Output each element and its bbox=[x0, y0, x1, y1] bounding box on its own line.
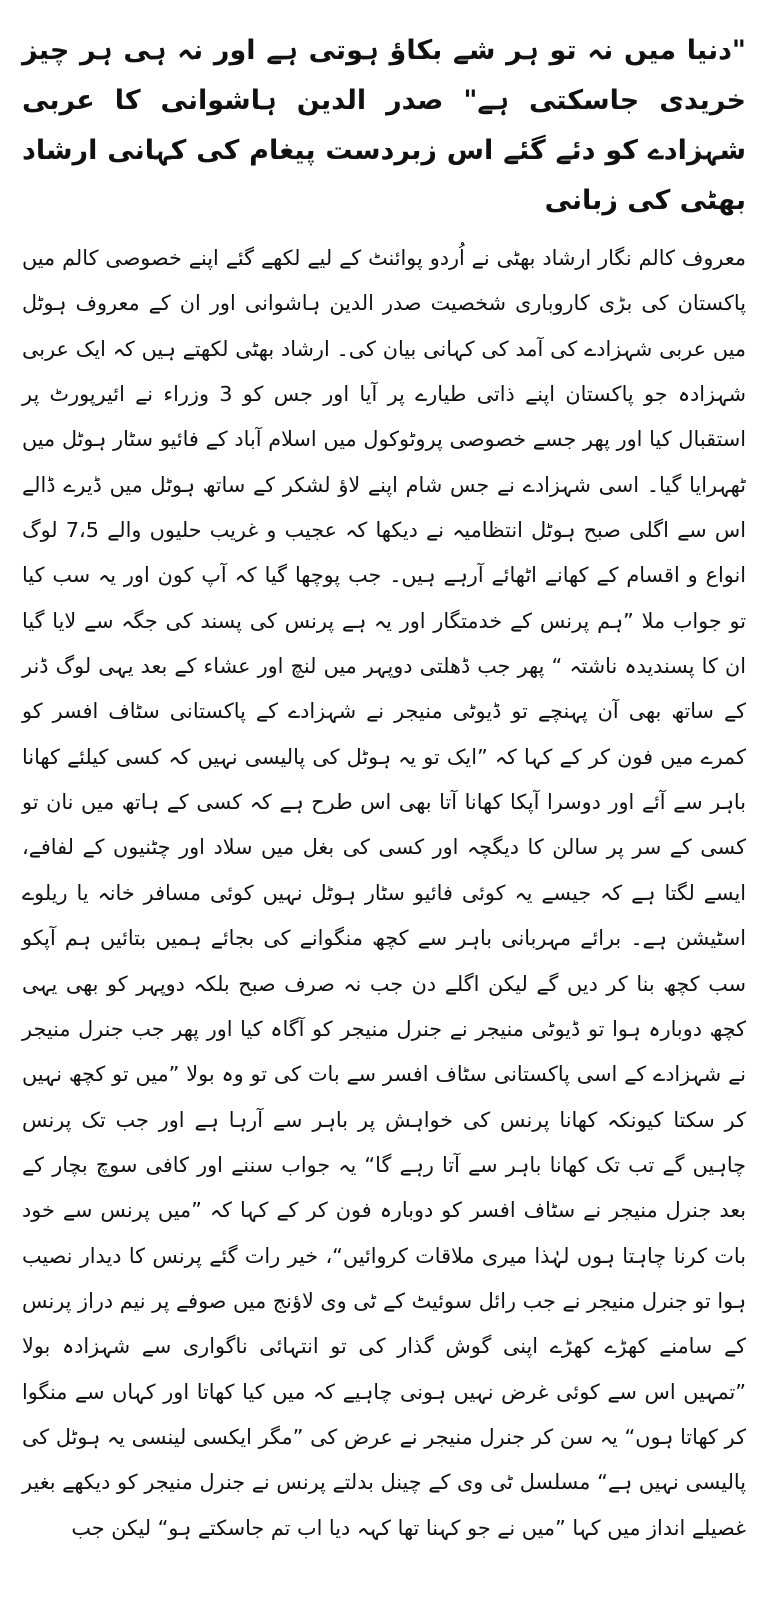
article-headline: "دنیا میں نہ تو ہر شے بکاؤ ہوتی ہے اور نہ ہی ہر چیز خریدی جاسکتی ہے" صدر الدین ہاشوانی کا عربی شہزادے کو دئے گئے اس زبردست پیغام کی کہانی ارشاد بھٹی کی زبانی bbox=[22, 35, 746, 216]
article-body: معروف کالم نگار ارشاد بھٹی نے اُردو پوائنٹ کے لیے لکھے گئے اپنے خصوصی کالم میں پاکستان کی بڑی کاروباری شخصیت صدر الدین ہاشوانی اور ان کے معروف ہوٹل میں عربی شہزادے کی آمد کی کہانی بیان کی۔ ارشاد بھٹی لکھتے ہیں کہ ایک عربی شہزادہ جو پاکستان اپنے ذاتی طیارے پر آیا اور جس کو 3 وزراء نے ائیرپورٹ پر استقبال کیا اور پھر جسے خصوصی پروٹوکول میں اسلام آباد کے فائیو سٹار ہوٹل میں ٹھہرایا گیا۔ اسی شہزادے نے جس شام اپنے لاؤ لشکر کے ساتھ ہوٹل میں ڈیرے ڈالے اس سے اگلی صبح ہوٹل انتظامیہ نے دیکھا کہ عجیب و غریب حلیوں والے 7،5 لوگ انواع و اقسام کے کھانے اٹھائے آرہے ہیں۔ جب پوچھا گیا کہ آپ کون اور یہ سب کیا تو جواب ملا ”ہم پرنس کے خدمتگار اور یہ ہے پرنس کی پسند کی جگہ سے لایا گیا ان کا پسندیدہ ناشتہ “ پھر جب ڈھلتی دوپہر میں لنچ اور عشاء کے بعد یہی لوگ ڈنر کے ساتھ بھی آن پہنچے تو ڈیوٹی منیجر نے شہزادے کے پاکستانی سٹاف افسر کو کمرے میں فون کر کے کہا کہ ”ایک تو یہ ہوٹل کی پالیسی نہیں کہ کسی کیلئے کھانا باہر سے آئے اور دوسرا آپکا کھانا آتا بھی اس طرح ہے کہ کسی کے ہاتھ میں نان تو کسی کے سر پر سالن کا دیگچہ اور کسی کی بغل میں سلاد اور چٹنیوں کے لفافے، ایسے لگتا ہے کہ جیسے یہ کوئی فائیو سٹار ہوٹل نہیں کوئی مسافر خانہ یا ریلوے اسٹیشن ہے۔ برائے مہربانی باہر سے کچھ منگوانے کی بجائے ہمیں بتائیں ہم آپکو سب کچھ بنا کر دیں گے لیکن اگلے دن جب نہ صرف صبح بلکہ دوپہر کو بھی یہی کچھ دوبارہ ہوا تو ڈیوٹی منیجر نے جنرل منیجر کو آگاہ کیا اور پھر جب جنرل منیجر نے شہزادے کے اسی پاکستانی سٹاف افسر سے بات کی تو وہ بولا ”میں تو کچھ نہیں کر سکتا کیونکہ کھانا پرنس کی خواہش پر باہر سے آرہا ہے اور جب تک پرنس چاہیں گے تب تک کھانا باہر سے آتا رہے گا“ یہ جواب سننے اور کافی سوچ بچار کے بعد جنرل منیجر نے سٹاف افسر کو دوبارہ فون کر کے کہا کہ ”میں پرنس سے خود بات کرنا چاہتا ہوں لہٰذا میری ملاقات کروائیں“، خیر رات گئے پرنس کا دیدار نصیب ہوا تو جنرل منیجر نے جب رائل سوئیٹ کے ٹی وی لاؤنج میں صوفے پر نیم دراز پرنس کے سامنے کھڑے کھڑے اپنی گوش گذار کی تو انتہائی ناگواری سے شہزادہ بولا ”تمہیں اس سے کوئی غرض نہیں ہونی چاہیے کہ میں کیا کھاتا اور کہاں سے منگوا کر کھاتا ہوں“ یہ سن کر جنرل منیجر نے عرض کی ”مگر ایکسی لینسی یہ ہوٹل کی پالیسی نہیں ہے“ مسلسل ٹی وی کے چینل بدلتے پرنس نے جنرل منیجر کو دیکھے بغیر غصیلے انداز میں کہا ”میں نے جو کہنا تھا کہہ دیا اب تم جاسکتے ہو“ لیکن جب bbox=[22, 246, 746, 1540]
